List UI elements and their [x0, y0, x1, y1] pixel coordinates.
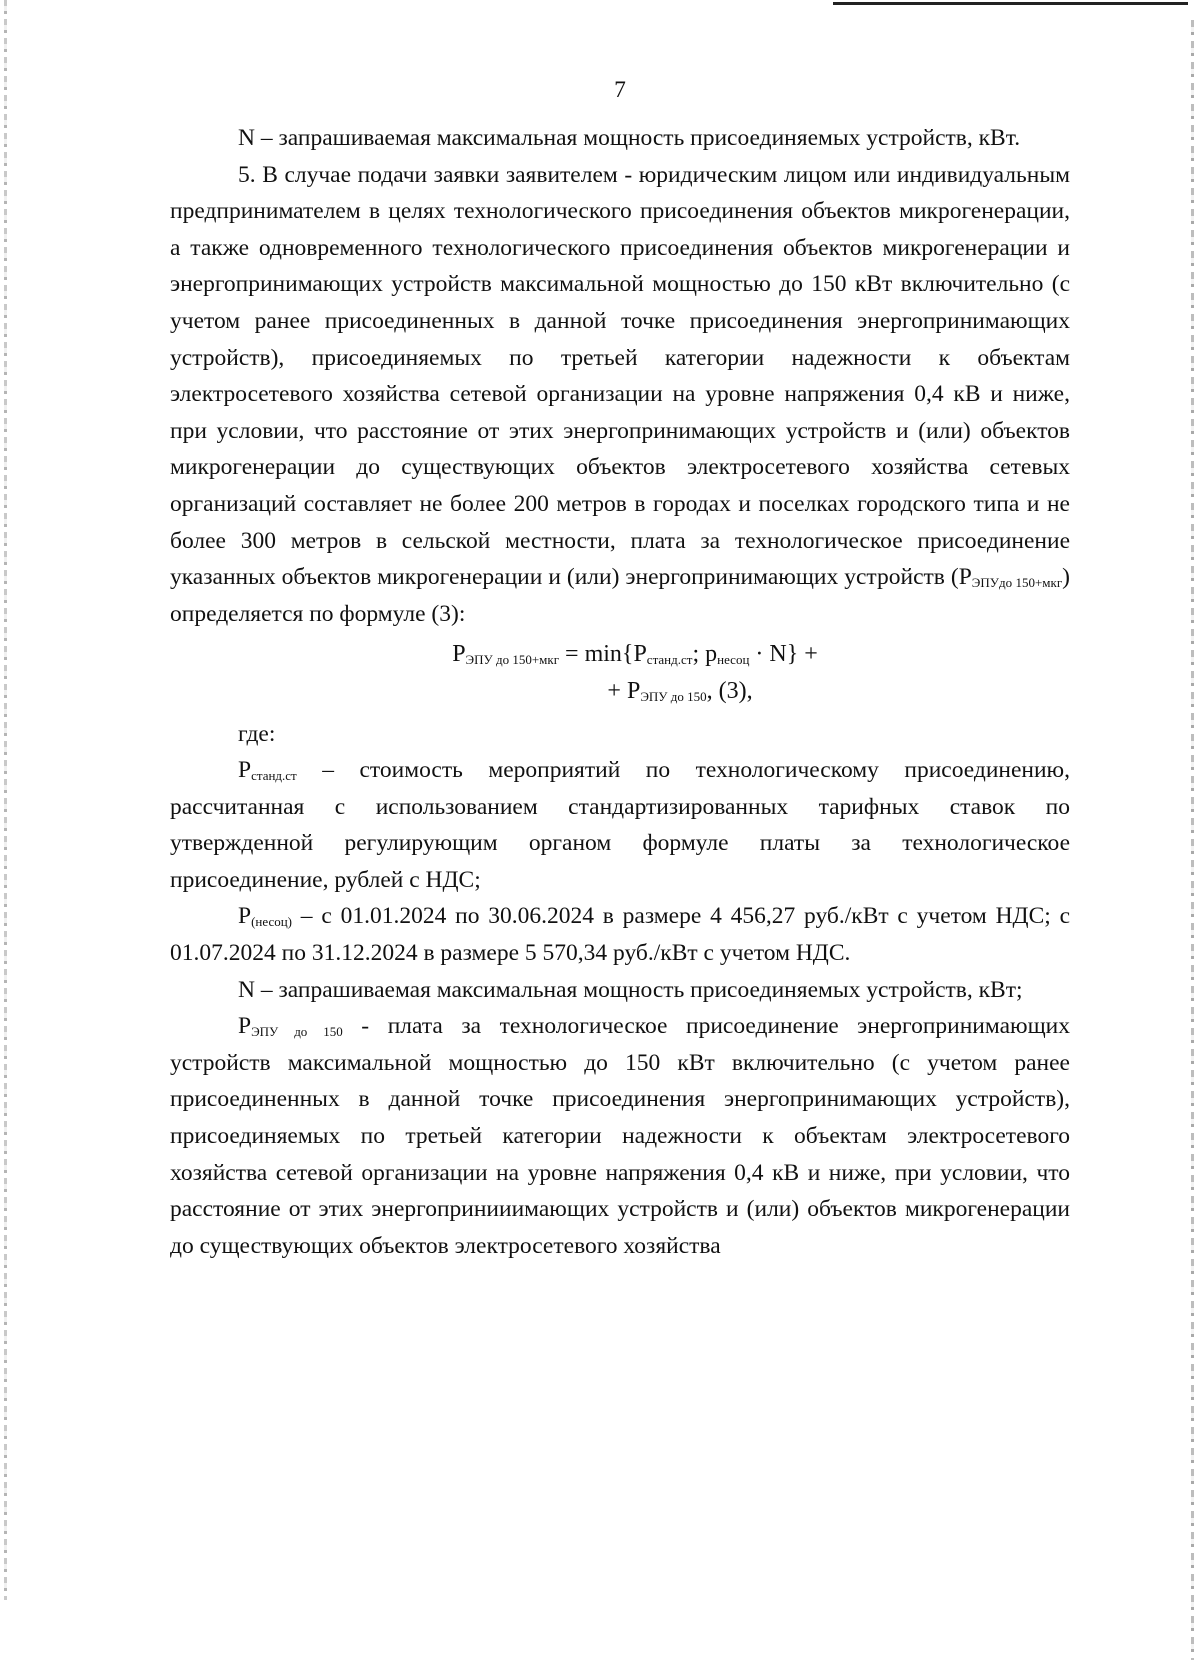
paragraph-5-symbol-sub: до 150+мкг: [998, 575, 1063, 591]
scan-edge-right: [1191, 20, 1194, 1660]
paragraph-5: [170, 157, 1070, 633]
paragraph-5-symbol: $Р_{ЭПУдо 150+мкг}$: [958, 564, 1063, 591]
paragraph-5-text: 5. В случае подачи заявки заявителем - юридическим лицом или индивидуальным предпринимателем в целях технологического присоединения объектов микрогенерации, а также одновременного технологического присоединения объектов микрогенерации и энергопринимающих устройств максимальной мощностью до 150 кВт включительно (с учетом ранее присоединенных в данной точке присоединения энергопринимающих устройств), присоединяемых по третьей категории надежности к объектам электросетевого хозяйства сетевой организации на уровне напряжения 0,4 кВ и ниже, при условии, что расстояние от этих энергопринимающих устройств и (или) объектов микрогенерации до существующих объектов электросетевого хозяйства сетевых организаций составляет не более 200 метров в городах и поселках городского типа и не более 300 метров в сельской местности, плата за технологическое присоединение указанных объектов микрогенерации и (или) энергопринимающих устройств (: [170, 161, 1070, 591]
document-page: [170, 72, 1070, 1264]
scan-edge-left: [4, 0, 7, 1600]
definition-p-epu: $Р_{ЭПУ до 150}$ - плата за технологическое присоединение энергопринимающих устройств максимальной мощностью до 150 кВт включительно (с учетом ранее присоединенных в данной точке присоединения энергопринимающих устройств), присоединяемых по третьей категории надежности к объектам электросетевого хозяйства сетевой организации на уровне напряжения 0,4 кВ и ниже, при условии, что расстояние от этих энергопринииимающих устройств и (или) объектов микрогенерации до существующих объектов электросетевого хозяйства: [170, 1013, 1071, 1259]
definition-n: N – запрашиваемая максимальная мощность присоединяемых устройств, кВт;: [238, 976, 1023, 1003]
scan-top-line: [833, 2, 1188, 5]
definition-p-standart: $Р_{станд.ст}$ – стоимость мероприятий по технологическому присоединению, рассчитанная с использованием стандартизированных тарифных ставок по утвержденной регулирующим органом формуле платы за технологическое присоединение, рублей с НДС;: [170, 757, 1070, 893]
paragraph-n-definition-top: N – запрашиваемая максимальная мощность присоединяемых устройств, кВт.: [238, 125, 1021, 151]
formula-3: [170, 636, 1070, 709]
paragraph-5-end: ) определяется по формуле (3):: [170, 564, 1070, 627]
where-label: где:: [238, 720, 276, 747]
formula-line-2: + $Р_{ЭПУ до 150}$, (3),: [607, 677, 753, 704]
formula-line-1: $Р_{ЭПУ до 150+мкг} = \min\{Р_{станд.ст}$; $p_{несоц} \cdot N$} +: [452, 641, 818, 668]
definition-p-nesoc: $Р_{(несоц)}$ – с 01.01.2024 по 30.06.2024 в размере 4 456,27 руб./кВт с учетом НДС; с 01.07.2024 по 31.12.2024 в размере 5 570,34 руб./кВт с учетом НДС.: [170, 903, 1070, 967]
page-number: 7: [614, 77, 626, 103]
